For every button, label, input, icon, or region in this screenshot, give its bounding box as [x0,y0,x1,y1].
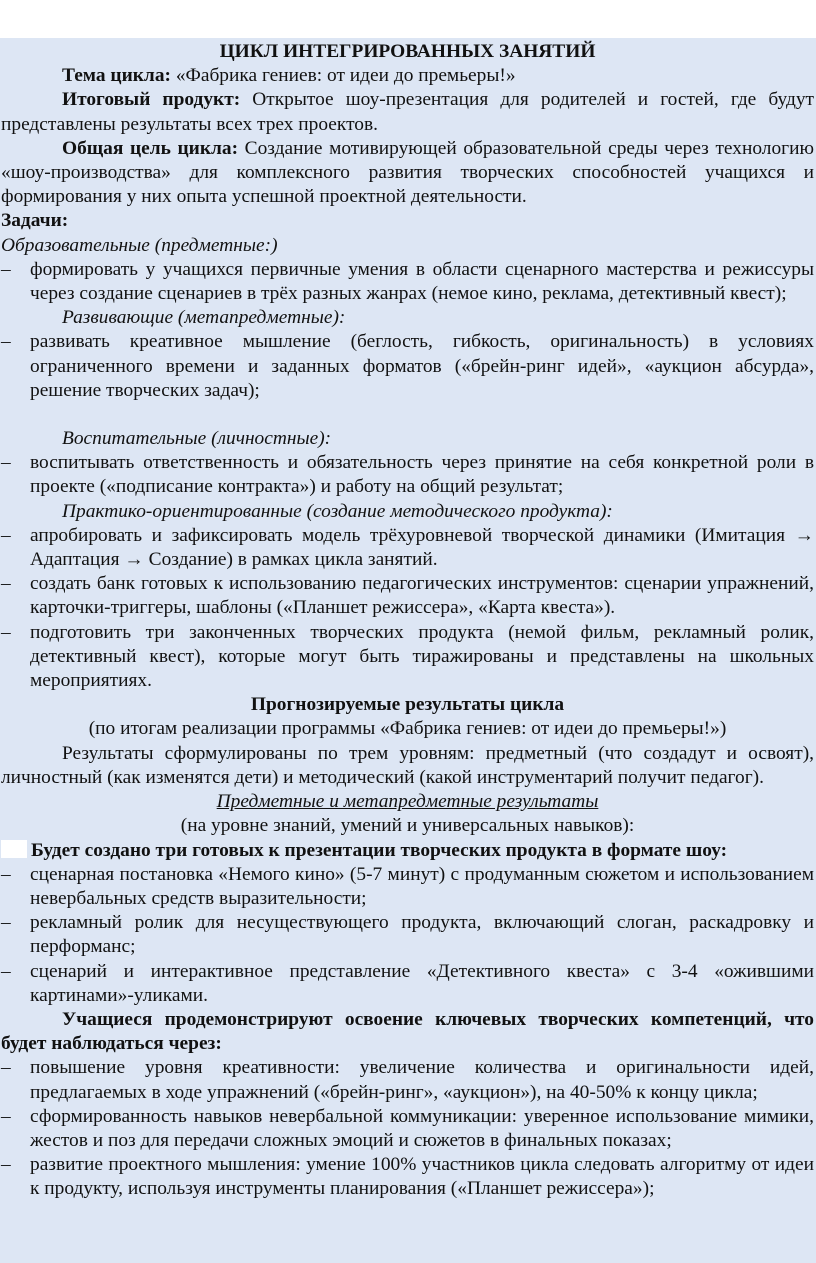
document-content [1,40,814,1202]
list-item: – воспитывать ответственность и обязательность через принятие на себя конкретной роли в проекте («подписание контракта») и работу на общий результат; [1,452,814,498]
subject-results-title: Предметные и метапредметные результаты [216,791,599,813]
list-item: – подготовить три законченных творческих продукта (немой фильм, рекламный ролик, детективный квест), которые могут быть тиражированы и представлены на школьных мероприятиях. [1,621,814,692]
results-subheading: (по итогам реализации программы «Фабрика гениев: от идеи до премьеры!») [88,718,727,740]
dash-marker: – [1,573,11,595]
dash-marker: – [1,452,11,474]
competence-heading: Учащиеся продемонстрируют освоение ключевых творческих компетенций, что будет наблюдаться через: [1,1008,814,1055]
dash-marker: – [1,258,11,280]
highlight-box [1,840,27,858]
list-item: – формировать у учащихся первичные умения в области сценарного мастерства и режиссуры через создание сценариев в трёх разных жанрах (немое кино, реклама, детективный квест); [1,258,814,305]
document-title: ЦИКЛ ИНТЕГРИРОВАННЫХ ЗАНЯТИЙ [219,41,596,62]
document-page [0,38,816,1263]
list-item: – создать банк готовых к использованию педагогических инструментов: сценарии упражнений, карточки-триггеры, шаблоны («Планшет режиссера», «Карта квеста»). [1,573,814,619]
results-heading: Прогнозируемые результаты цикла [250,694,565,716]
dash-marker: – [1,1057,11,1079]
results-intro: Результаты сформулированы по трем уровням: предметный (что создадут и освоят), личностный (как изменятся дети) и методический (какой инструментарий получит педагог). [1,742,814,788]
list-item: – апробировать и зафиксировать модель трёхуровневой творческой динамики (Имитация → Адаптация → Создание) в рамках цикла занятий. [1,524,814,571]
goal-text: Создание мотивирующей образовательной среды через технологию «шоу-производства» для комплексного развития творческих способностей учащихся и формирования у них опыта успешной проектной деятельности. [1,137,814,208]
product-text: Открытое шоу-презентация для родителей и гостей, где будут представлены результаты всех трех проектов. [1,89,814,135]
list-item: – сценарная постановка «Немого кино» (5-7 минут) с продуманным сюжетом и использованием невербальных средств выразительности; [1,863,814,909]
theme-text: «Фабрика гениев: от идеи до премьеры!» [170,65,516,87]
prac-heading: Практико-ориентированные (создание методического продукта): [62,500,613,522]
goal-label: Общая цель цикла: [62,137,239,159]
product-paragraph [1,88,814,136]
dash-marker: – [1,621,11,643]
subject-results-note: (на уровне знаний, умений и универсальных навыков): [180,815,635,837]
list-item: – развивать креативное мышление (беглость, гибкость, оригинальность) в условиях ограниченного времени и заданных форматов («брейн-ринг идей», «аукцион абсурда», решение творческих задач); [1,331,814,401]
list-item: – сценарий и интерактивное представление «Детективного квеста» с 3-4 «ожившими картинами»-уликами. [1,960,814,1006]
list-item: – сформированность навыков невербальной коммуникации: уверенное использование мимики, жестов и поз для передачи сложных эмоций и сюжетов в финальных показах; [1,1105,814,1151]
edu-heading: Образовательные (предметные:) [1,234,278,256]
theme-paragraph [1,64,814,88]
dash-marker: – [1,960,11,982]
upb-heading: Воспитательные (личностные): [62,428,332,450]
dev-heading: Развивающие (метапредметные): [62,307,346,329]
dash-marker: – [1,912,11,934]
dash-marker: – [1,331,11,353]
created-heading: Будет создано три готовых к презентации творческих продукта в формате шоу: [1,839,814,863]
product-label: Итоговый продукт: [62,89,241,111]
blank-line [1,403,814,427]
dash-marker: – [1,863,11,885]
list-item: – рекламный ролик для несуществующего продукта, включающий слоган, раскадровку и перформанс; [1,912,814,958]
dash-marker: – [1,524,11,546]
theme-label: Тема цикла: [62,65,171,87]
list-item: – повышение уровня креативности: увеличение количества и оригинальности идей, предлагаемых в ходе упражнений («брейн-ринг», «аукцион»), на 40-50% к концу цикла; [1,1057,814,1103]
list-item: – развитие проектного мышления: умение 100% участников цикла следовать алгоритму от идеи к продукту, используя инструменты планирования («Планшет режиссера»); [1,1154,814,1200]
dash-marker: – [1,1154,11,1176]
tasks-heading: Задачи: [1,210,69,232]
goal-paragraph [1,137,814,210]
dash-marker: – [1,1105,11,1127]
